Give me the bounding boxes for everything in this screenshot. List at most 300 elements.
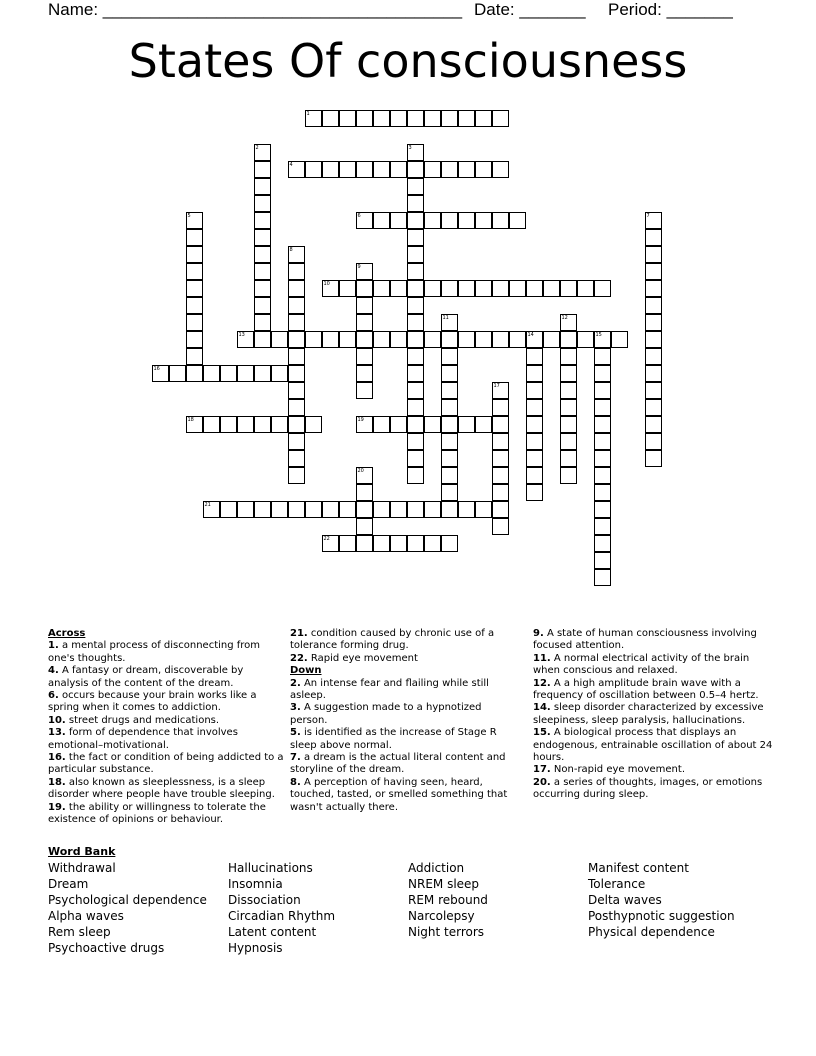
crossword-cell[interactable] xyxy=(560,450,577,467)
crossword-cell[interactable] xyxy=(305,416,322,433)
crossword-cell[interactable] xyxy=(560,331,577,348)
crossword-cell[interactable] xyxy=(220,365,237,382)
crossword-cell[interactable] xyxy=(186,416,203,433)
crossword-cell[interactable] xyxy=(594,484,611,501)
crossword-cell[interactable] xyxy=(186,246,203,263)
crossword-cell[interactable] xyxy=(407,501,424,518)
crossword-cell[interactable] xyxy=(441,314,458,331)
crossword-cell[interactable] xyxy=(407,365,424,382)
crossword-cell[interactable] xyxy=(390,212,407,229)
crossword-cell[interactable] xyxy=(186,297,203,314)
crossword-cell[interactable] xyxy=(594,382,611,399)
clue-number: 5 xyxy=(187,213,191,219)
crossword-cell[interactable] xyxy=(509,331,526,348)
crossword-cell[interactable] xyxy=(254,212,271,229)
crossword-cell[interactable] xyxy=(594,433,611,450)
clue-item xyxy=(48,752,284,777)
crossword-cell[interactable] xyxy=(645,433,662,450)
crossword-cell[interactable] xyxy=(356,297,373,314)
crossword-cell[interactable] xyxy=(594,535,611,552)
crossword-cell[interactable] xyxy=(407,467,424,484)
crossword-cell[interactable] xyxy=(356,484,373,501)
crossword-cell[interactable] xyxy=(186,348,203,365)
clue-item xyxy=(48,727,284,752)
crossword-cell[interactable] xyxy=(441,280,458,297)
crossword-cell[interactable] xyxy=(560,433,577,450)
crossword-cell[interactable] xyxy=(441,331,458,348)
crossword-cell[interactable] xyxy=(390,280,407,297)
crossword-cell[interactable] xyxy=(560,416,577,433)
crossword-cell[interactable] xyxy=(339,501,356,518)
clue-item xyxy=(290,653,520,665)
crossword-cell[interactable] xyxy=(288,450,305,467)
crossword-cell[interactable] xyxy=(645,348,662,365)
name-field[interactable]: Name: ______________________________________ xyxy=(48,0,463,19)
crossword-cell[interactable] xyxy=(594,348,611,365)
word-bank-column-3 xyxy=(408,860,488,940)
crossword-cell[interactable] xyxy=(390,535,407,552)
crossword-cell[interactable] xyxy=(390,161,407,178)
clue-text: form of dependence that involves emotional–motivational. xyxy=(48,727,238,751)
crossword-cell[interactable] xyxy=(458,161,475,178)
crossword-cell[interactable] xyxy=(237,331,254,348)
crossword-cell[interactable] xyxy=(492,416,509,433)
clue-number: 6 xyxy=(357,213,361,219)
crossword-cell[interactable] xyxy=(407,280,424,297)
crossword-cell[interactable] xyxy=(322,501,339,518)
crossword-cell[interactable] xyxy=(458,416,475,433)
crossword-cell[interactable] xyxy=(254,263,271,280)
crossword-cell[interactable] xyxy=(594,416,611,433)
crossword-cell[interactable] xyxy=(560,382,577,399)
crossword-cell[interactable] xyxy=(577,280,594,297)
word-bank-item: Night terrors xyxy=(408,925,485,939)
crossword-cell[interactable] xyxy=(322,161,339,178)
crossword-cell[interactable] xyxy=(645,314,662,331)
crossword-cell[interactable] xyxy=(424,212,441,229)
crossword-cell[interactable] xyxy=(458,110,475,127)
crossword-cell[interactable] xyxy=(288,297,305,314)
crossword-cell[interactable] xyxy=(203,416,220,433)
crossword-cell[interactable] xyxy=(356,501,373,518)
crossword-cell[interactable] xyxy=(441,365,458,382)
crossword-cell[interactable] xyxy=(407,450,424,467)
crossword-cell[interactable] xyxy=(407,348,424,365)
crossword-cell[interactable] xyxy=(407,297,424,314)
crossword-cell[interactable] xyxy=(645,229,662,246)
clue-number: 12 xyxy=(561,315,568,321)
crossword-cell[interactable] xyxy=(390,416,407,433)
crossword-cell[interactable] xyxy=(407,246,424,263)
crossword-cell[interactable] xyxy=(645,263,662,280)
crossword-cell[interactable] xyxy=(458,501,475,518)
crossword-cell[interactable] xyxy=(220,416,237,433)
crossword-cell[interactable] xyxy=(492,161,509,178)
crossword-cell[interactable] xyxy=(645,382,662,399)
crossword-cell[interactable] xyxy=(152,365,169,382)
crossword-cell[interactable] xyxy=(203,365,220,382)
crossword-cell[interactable] xyxy=(475,331,492,348)
crossword-cell[interactable] xyxy=(645,212,662,229)
crossword-cell[interactable] xyxy=(645,297,662,314)
crossword-cell[interactable] xyxy=(492,280,509,297)
crossword-cell[interactable] xyxy=(356,161,373,178)
crossword-cell[interactable] xyxy=(407,416,424,433)
crossword-cell[interactable] xyxy=(475,212,492,229)
crossword-cell[interactable] xyxy=(441,416,458,433)
crossword-cell[interactable] xyxy=(407,178,424,195)
crossword-cell[interactable] xyxy=(203,501,220,518)
crossword-cell[interactable] xyxy=(492,331,509,348)
crossword-cell[interactable] xyxy=(475,501,492,518)
clue-text: a dream is the actual literal content and storyline of the dream. xyxy=(290,752,506,776)
crossword-cell[interactable] xyxy=(373,161,390,178)
crossword-cell[interactable] xyxy=(373,501,390,518)
crossword-cell[interactable] xyxy=(407,212,424,229)
word-bank-item: Posthypnotic suggestion xyxy=(588,909,735,923)
crossword-cell[interactable] xyxy=(441,433,458,450)
word-bank-column-2 xyxy=(228,860,335,956)
crossword-cell[interactable] xyxy=(373,331,390,348)
crossword-cell[interactable] xyxy=(288,263,305,280)
clue-number: 20 xyxy=(357,468,364,474)
crossword-cell[interactable] xyxy=(390,331,407,348)
crossword-cell[interactable] xyxy=(288,280,305,297)
crossword-cell[interactable] xyxy=(288,399,305,416)
clue-item xyxy=(533,777,773,802)
crossword-cell[interactable] xyxy=(577,331,594,348)
crossword-cell[interactable] xyxy=(560,365,577,382)
crossword-cell[interactable] xyxy=(288,331,305,348)
clue-number: 20. xyxy=(533,776,551,788)
crossword-cell[interactable] xyxy=(407,535,424,552)
crossword-cell[interactable] xyxy=(645,280,662,297)
crossword-cell[interactable] xyxy=(526,484,543,501)
crossword-cell[interactable] xyxy=(492,110,509,127)
word-bank-item: Insomnia xyxy=(228,877,283,891)
crossword-cell[interactable] xyxy=(322,535,339,552)
clue-number: 22. xyxy=(290,652,308,664)
page-title: States Of consciousness xyxy=(128,34,688,88)
crossword-cell[interactable] xyxy=(322,331,339,348)
crossword-cell[interactable] xyxy=(526,399,543,416)
crossword-cell[interactable] xyxy=(237,416,254,433)
crossword-cell[interactable] xyxy=(594,365,611,382)
crossword-cell[interactable] xyxy=(186,229,203,246)
crossword-cell[interactable] xyxy=(339,280,356,297)
crossword-cell[interactable] xyxy=(373,535,390,552)
crossword-cell[interactable] xyxy=(475,110,492,127)
crossword-cell[interactable] xyxy=(356,331,373,348)
crossword-cell[interactable] xyxy=(407,433,424,450)
crossword-cell[interactable] xyxy=(186,280,203,297)
crossword-cell[interactable] xyxy=(645,416,662,433)
clue-text: A suggestion made to a hypnotized person. xyxy=(290,702,482,726)
crossword-cell[interactable] xyxy=(441,348,458,365)
clue-item xyxy=(290,727,520,752)
crossword-cell[interactable] xyxy=(560,280,577,297)
crossword-cell[interactable] xyxy=(254,501,271,518)
crossword-cell[interactable] xyxy=(407,195,424,212)
date-field[interactable]: Date: _______ xyxy=(474,0,586,19)
crossword-cell[interactable] xyxy=(560,314,577,331)
clue-number: 4. xyxy=(48,665,59,677)
crossword-cell[interactable] xyxy=(373,110,390,127)
clue-number: 7 xyxy=(646,213,650,219)
crossword-cell[interactable] xyxy=(356,382,373,399)
crossword-cell[interactable] xyxy=(373,280,390,297)
crossword-cell[interactable] xyxy=(458,280,475,297)
crossword-cell[interactable] xyxy=(526,382,543,399)
crossword-cell[interactable] xyxy=(288,246,305,263)
crossword-cell[interactable] xyxy=(492,382,509,399)
crossword-cell[interactable] xyxy=(288,348,305,365)
crossword-cell[interactable] xyxy=(441,450,458,467)
crossword-cell[interactable] xyxy=(492,433,509,450)
clue-number: 16 xyxy=(153,366,160,372)
crossword-cell[interactable] xyxy=(509,280,526,297)
crossword-cell[interactable] xyxy=(611,331,628,348)
crossword-cell[interactable] xyxy=(254,161,271,178)
crossword-cell[interactable] xyxy=(407,314,424,331)
crossword-cell[interactable] xyxy=(509,212,526,229)
crossword-cell[interactable] xyxy=(373,416,390,433)
clue-number: 8 xyxy=(289,247,293,253)
crossword-cell[interactable] xyxy=(254,280,271,297)
clue-number: 8. xyxy=(290,776,301,788)
crossword-cell[interactable] xyxy=(271,331,288,348)
clue-number: 17 xyxy=(493,383,500,389)
crossword-cell[interactable] xyxy=(645,365,662,382)
crossword-cell[interactable] xyxy=(390,501,407,518)
crossword-cell[interactable] xyxy=(356,212,373,229)
crossword-cell[interactable] xyxy=(407,382,424,399)
crossword-cell[interactable] xyxy=(356,280,373,297)
clue-number: 11. xyxy=(533,652,551,664)
crossword-cell[interactable] xyxy=(322,280,339,297)
word-bank-item: Psychoactive drugs xyxy=(48,941,165,955)
crossword-cell[interactable] xyxy=(220,501,237,518)
crossword-cell[interactable] xyxy=(356,518,373,535)
crossword-cell[interactable] xyxy=(407,110,424,127)
crossword-cell[interactable] xyxy=(254,331,271,348)
crossword-cell[interactable] xyxy=(441,535,458,552)
crossword-cell[interactable] xyxy=(424,416,441,433)
clue-text: Non-rapid eye movement. xyxy=(550,764,685,776)
word-bank-item: Addiction xyxy=(408,861,465,875)
crossword-cell[interactable] xyxy=(645,450,662,467)
crossword-cell[interactable] xyxy=(356,348,373,365)
crossword-cell[interactable] xyxy=(356,365,373,382)
crossword-cell[interactable] xyxy=(594,467,611,484)
clue-number: 11 xyxy=(442,315,449,321)
crossword-cell[interactable] xyxy=(492,450,509,467)
crossword-cell[interactable] xyxy=(356,314,373,331)
crossword-cell[interactable] xyxy=(356,416,373,433)
crossword-cell[interactable] xyxy=(407,229,424,246)
crossword-cell[interactable] xyxy=(441,212,458,229)
crossword-cell[interactable] xyxy=(254,178,271,195)
crossword-cell[interactable] xyxy=(424,280,441,297)
crossword-cell[interactable] xyxy=(441,467,458,484)
clue-text: is identified as the increase of Stage R sleep above normal. xyxy=(290,727,497,751)
clue-text: sleep disorder characterized by excessive sleepiness, sleep paralysis, hallucinations. xyxy=(533,702,764,726)
clue-number: 14 xyxy=(527,332,534,338)
crossword-cell[interactable] xyxy=(356,467,373,484)
crossword-cell[interactable] xyxy=(594,399,611,416)
crossword-cell[interactable] xyxy=(492,484,509,501)
crossword-cell[interactable] xyxy=(339,161,356,178)
crossword-cell[interactable] xyxy=(254,246,271,263)
word-bank-item: Hallucinations xyxy=(228,861,313,875)
clue-number: 12. xyxy=(533,677,551,689)
crossword-cell[interactable] xyxy=(543,331,560,348)
crossword-cell[interactable] xyxy=(407,161,424,178)
crossword-cell[interactable] xyxy=(645,246,662,263)
crossword-cell[interactable] xyxy=(560,399,577,416)
clue-item xyxy=(290,678,520,703)
crossword-cell[interactable] xyxy=(441,161,458,178)
crossword-cell[interactable] xyxy=(560,348,577,365)
crossword-cell[interactable] xyxy=(305,501,322,518)
crossword-cell[interactable] xyxy=(356,263,373,280)
crossword-cell[interactable] xyxy=(407,331,424,348)
word-bank-item: REM rebound xyxy=(408,893,488,907)
crossword-cell[interactable] xyxy=(254,416,271,433)
crossword-cell[interactable] xyxy=(186,314,203,331)
crossword-cell[interactable] xyxy=(169,365,186,382)
crossword-cell[interactable] xyxy=(271,501,288,518)
crossword-cell[interactable] xyxy=(526,416,543,433)
crossword-cell[interactable] xyxy=(475,280,492,297)
crossword-cell[interactable] xyxy=(526,433,543,450)
clue-text: Rapid eye movement xyxy=(307,652,418,664)
crossword-cell[interactable] xyxy=(288,161,305,178)
crossword-cell[interactable] xyxy=(458,331,475,348)
crossword-cell[interactable] xyxy=(288,382,305,399)
crossword-cell[interactable] xyxy=(441,110,458,127)
crossword-cell[interactable] xyxy=(237,501,254,518)
crossword-cell[interactable] xyxy=(254,314,271,331)
crossword-cell[interactable] xyxy=(339,535,356,552)
crossword-cell[interactable] xyxy=(407,399,424,416)
crossword-cell[interactable] xyxy=(441,501,458,518)
clue-text: A fantasy or dream, discoverable by analysis of the content of the dream. xyxy=(48,665,244,689)
crossword-cell[interactable] xyxy=(186,263,203,280)
crossword-cell[interactable] xyxy=(237,365,254,382)
crossword-cell[interactable] xyxy=(288,416,305,433)
crossword-cell[interactable] xyxy=(441,399,458,416)
crossword-cell[interactable] xyxy=(594,518,611,535)
crossword-cell[interactable] xyxy=(407,263,424,280)
crossword-cell[interactable] xyxy=(594,552,611,569)
crossword-cell[interactable] xyxy=(288,314,305,331)
crossword-cell[interactable] xyxy=(339,110,356,127)
clue-text: A normal electrical activity of the brain when conscious and relaxed. xyxy=(533,652,750,677)
crossword-cell[interactable] xyxy=(288,433,305,450)
crossword-cell[interactable] xyxy=(594,450,611,467)
crossword-cell[interactable] xyxy=(288,501,305,518)
crossword-cell[interactable] xyxy=(356,535,373,552)
clue-text: occurs because your brain works like a spring when it comes to addiction. xyxy=(48,690,257,714)
crossword-cell[interactable] xyxy=(373,212,390,229)
crossword-cell[interactable] xyxy=(492,467,509,484)
crossword-cell[interactable] xyxy=(288,365,305,382)
crossword-cell[interactable] xyxy=(594,280,611,297)
crossword-cell[interactable] xyxy=(594,331,611,348)
crossword-cell[interactable] xyxy=(254,195,271,212)
clue-number: 17. xyxy=(533,764,551,776)
crossword-cell[interactable] xyxy=(288,467,305,484)
crossword-cell[interactable] xyxy=(492,501,509,518)
clue-text: An intense fear and flailing while still asleep. xyxy=(290,677,489,702)
period-field[interactable]: Period: _______ xyxy=(608,0,733,19)
crossword-cell[interactable] xyxy=(305,331,322,348)
crossword-cell[interactable] xyxy=(543,280,560,297)
crossword-cell[interactable] xyxy=(645,331,662,348)
crossword-cell[interactable] xyxy=(441,382,458,399)
crossword-cell[interactable] xyxy=(424,535,441,552)
crossword-cell[interactable] xyxy=(492,399,509,416)
crossword-cell[interactable] xyxy=(186,212,203,229)
clue-item xyxy=(533,702,773,727)
crossword-cell[interactable] xyxy=(424,331,441,348)
crossword-cell[interactable] xyxy=(526,348,543,365)
crossword-cell[interactable] xyxy=(645,399,662,416)
crossword-cell[interactable] xyxy=(526,467,543,484)
word-bank-item: Dissociation xyxy=(228,893,301,907)
word-bank-item: Dream xyxy=(48,877,89,891)
crossword-cell[interactable] xyxy=(305,110,322,127)
crossword-cell[interactable] xyxy=(322,110,339,127)
across-heading: Across xyxy=(48,628,86,639)
crossword-cell[interactable] xyxy=(424,161,441,178)
clue-number: 1. xyxy=(48,640,59,652)
crossword-cell[interactable] xyxy=(475,161,492,178)
crossword-cell[interactable] xyxy=(271,416,288,433)
crossword-cell[interactable] xyxy=(492,212,509,229)
crossword-cell[interactable] xyxy=(186,331,203,348)
crossword-cell[interactable] xyxy=(254,297,271,314)
clue-number: 16. xyxy=(48,752,66,764)
crossword-cell[interactable] xyxy=(424,501,441,518)
crossword-cell[interactable] xyxy=(424,110,441,127)
crossword-cell[interactable] xyxy=(475,416,492,433)
crossword-cell[interactable] xyxy=(339,331,356,348)
crossword-cell[interactable] xyxy=(441,484,458,501)
crossword-cell[interactable] xyxy=(594,569,611,586)
crossword-cell[interactable] xyxy=(305,161,322,178)
crossword-cell[interactable] xyxy=(594,501,611,518)
crossword-cell[interactable] xyxy=(390,110,407,127)
crossword-cell[interactable] xyxy=(356,110,373,127)
crossword-cell[interactable] xyxy=(271,365,288,382)
crossword-cell[interactable] xyxy=(458,212,475,229)
crossword-cell[interactable] xyxy=(526,450,543,467)
crossword-cell[interactable] xyxy=(492,518,509,535)
crossword-cell[interactable] xyxy=(254,229,271,246)
crossword-cell[interactable] xyxy=(407,144,424,161)
crossword-cell[interactable] xyxy=(254,144,271,161)
crossword-cell[interactable] xyxy=(254,365,271,382)
crossword-cell[interactable] xyxy=(526,331,543,348)
crossword-cell[interactable] xyxy=(526,365,543,382)
crossword-cell[interactable] xyxy=(560,467,577,484)
crossword-cell[interactable] xyxy=(526,280,543,297)
crossword-cell[interactable] xyxy=(186,365,203,382)
word-bank-item: Rem sleep xyxy=(48,925,111,939)
clue-text: A a high amplitude brain wave with a frequency of oscillation between 0.5–4 hertz. xyxy=(533,677,759,702)
